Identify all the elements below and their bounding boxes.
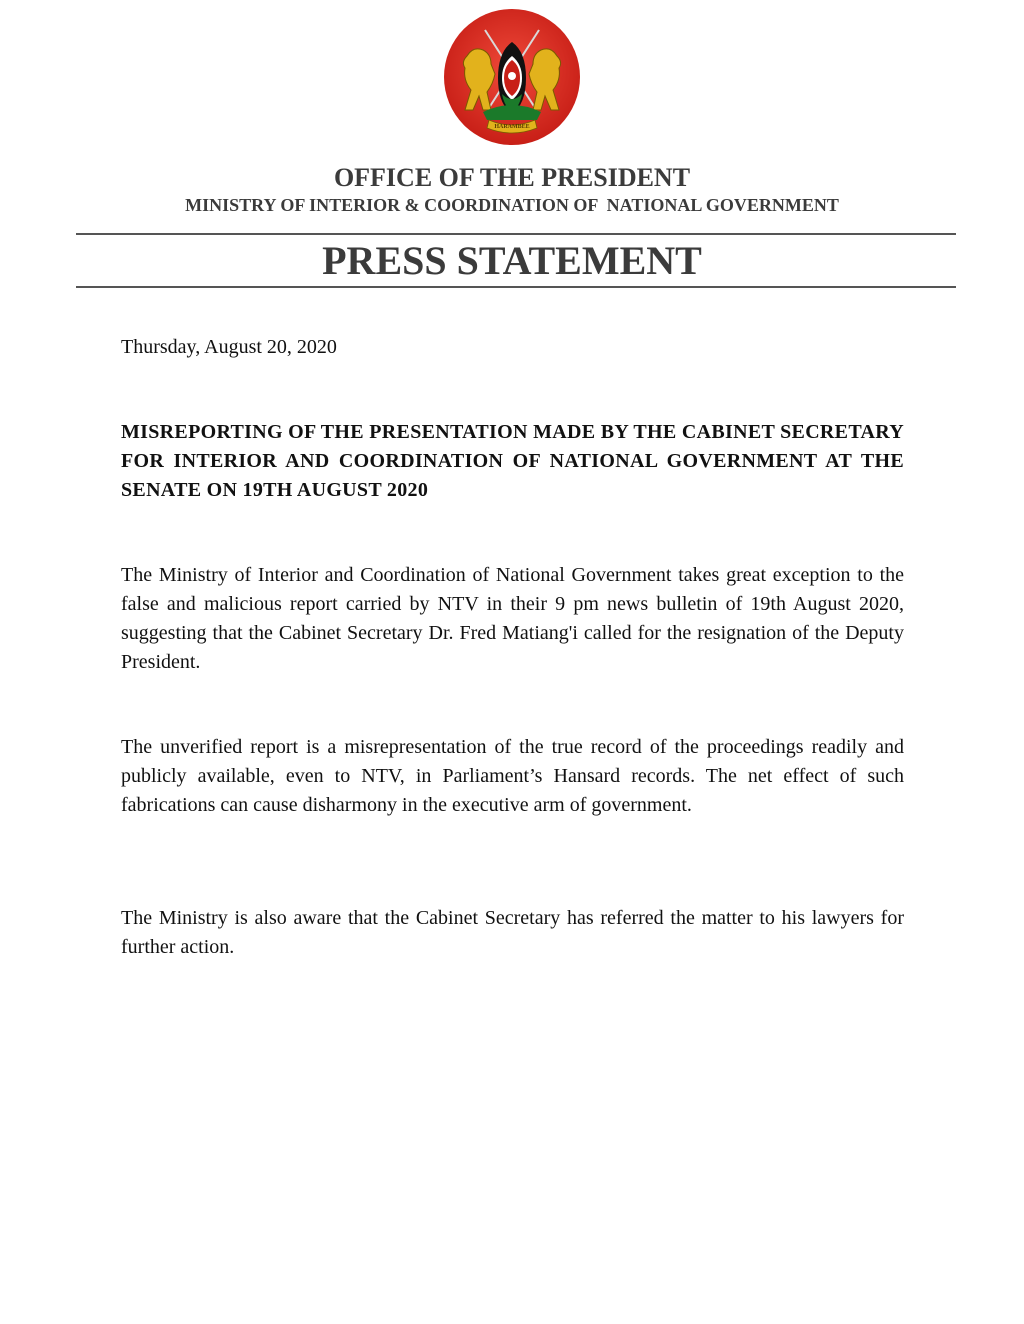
header-divider-bottom (76, 286, 956, 288)
coat-of-arms-seal (443, 8, 581, 146)
statement-headline: MISREPORTING OF THE PRESENTATION MADE BY THE CABINET SECRETARY FOR INTERIOR AND COORDINATION OF NATIONAL GOVERNMENT AT THE SENATE ON 19TH AUGUST 2020 (121, 421, 904, 501)
svg-text:HARAMBEE: HARAMBEE (494, 124, 530, 130)
document-type-title: PRESS STATEMENT (322, 238, 702, 283)
statement-paragraph: The Ministry is also aware that the Cabinet Secretary has referred the matter to his lawyers for further action. (121, 907, 904, 958)
statement-paragraph: The unverified report is a misrepresentation of the true record of the proceedings readily and publicly available, even to NTV, in Parliament’s Hansard records. The net effect of such fabrications can cause disharmony in the executive arm of government. (121, 736, 904, 816)
header-divider-top (76, 233, 956, 235)
statement-paragraph: The Ministry of Interior and Coordination of National Government takes great exception to the false and malicious report carried by NTV in their 9 pm news bulletin of 19th August 2020, suggesting that the Cabinet Secretary Dr. Fred Matiang'i called for the resignation of the Deputy President. (121, 564, 904, 673)
ministry-title: MINISTRY OF INTERIOR & COORDINATION OF NATIONAL GOVERNMENT (185, 195, 839, 215)
statement-date: Thursday, August 20, 2020 (121, 336, 337, 358)
office-title: OFFICE OF THE PRESIDENT (333, 163, 691, 192)
